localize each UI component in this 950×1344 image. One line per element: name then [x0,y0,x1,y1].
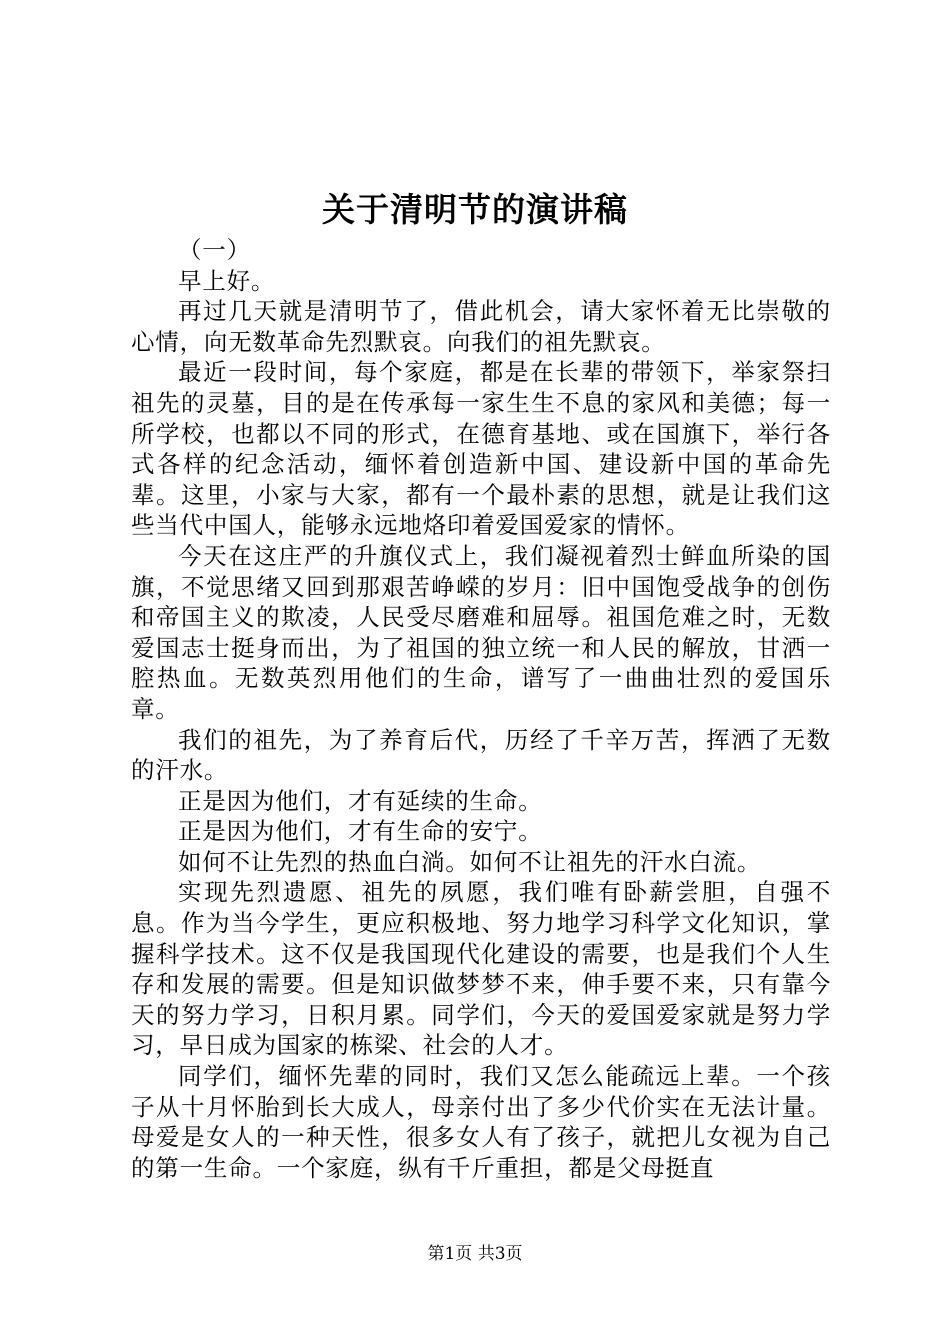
paragraph: 正是因为他们，才有延续的生命。 [178,786,543,815]
paragraph: 今天在这庄严的升旗仪式上，我们凝视着烈士鲜血所染的国旗，不觉思绪又回到那艰苦峥嵘的岁月：旧中国饱受战争的创伤和帝国主义的欺凌，人民受尽磨难和屈辱。祖国危难之时，无数爱国志士挺身而出，为了祖国的独立统一和人民的解放，甘洒一腔热血。无数英烈用他们的生命，谱写了一曲曲壮烈的爱国乐章。 [131,541,831,723]
paragraph: 实现先烈遗愿、祖先的夙愿，我们唯有卧薪尝胆，自强不息。作为当今学生，更应积极地、努力地学习科学文化知识，掌握科学技术。这不仅是我国现代化建设的需要，也是我们个人生存和发展的需要。但是知识做梦梦不来，伸手要不来，只有靠今天的努力学习，日积月累。同学们，今天的爱国爱家就是努力学习，早日成为国家的栋梁、社会的人才。 [131,878,831,1060]
paragraph: 最近一段时间，每个家庭，都是在长辈的带领下，举家祭扫祖先的灵墓，目的是在传承每一家生生不息的家风和美德；每一所学校，也都以不同的形式，在德育基地、或在国旗下，举行各式各样的纪念活动，缅怀着创造新中国、建设新中国的革命先辈。这里，小家与大家，都有一个最朴素的思想，就是让我们这些当代中国人，能够永远地烙印着爱国爱家的情怀。 [131,358,831,540]
paragraph: 同学们，缅怀先辈的同时，我们又怎么能疏远上辈。一个孩子从十月怀胎到长大成人，母亲付出了多少代价实在无法计量。母爱是女人的一种天性，很多女人有了孩子，就把儿女视为自己的第一生命。一个家庭，纵有千斤重担，都是父母挺直 [131,1062,831,1182]
paragraph: 再过几天就是清明节了，借此机会，请大家怀着无比崇敬的心情，向无数革命先烈默哀。向我们的祖先默哀。 [131,297,831,356]
document-title: 关于清明节的演讲稿 [322,190,628,229]
paragraph: （一） [178,236,251,264]
paragraph: 早上好。 [178,266,276,295]
paragraph: 如何不让先烈的热血白淌。如何不让祖先的汗水白流。 [178,847,762,876]
page-number-footer: 第1页 共3页 [427,1244,523,1264]
paragraph: 正是因为他们，才有生命的安宁。 [178,817,543,846]
paragraph: 我们的祖先，为了养育后代，历经了千辛万苦，挥洒了无数的汗水。 [131,725,831,785]
document-body [131,235,831,1183]
